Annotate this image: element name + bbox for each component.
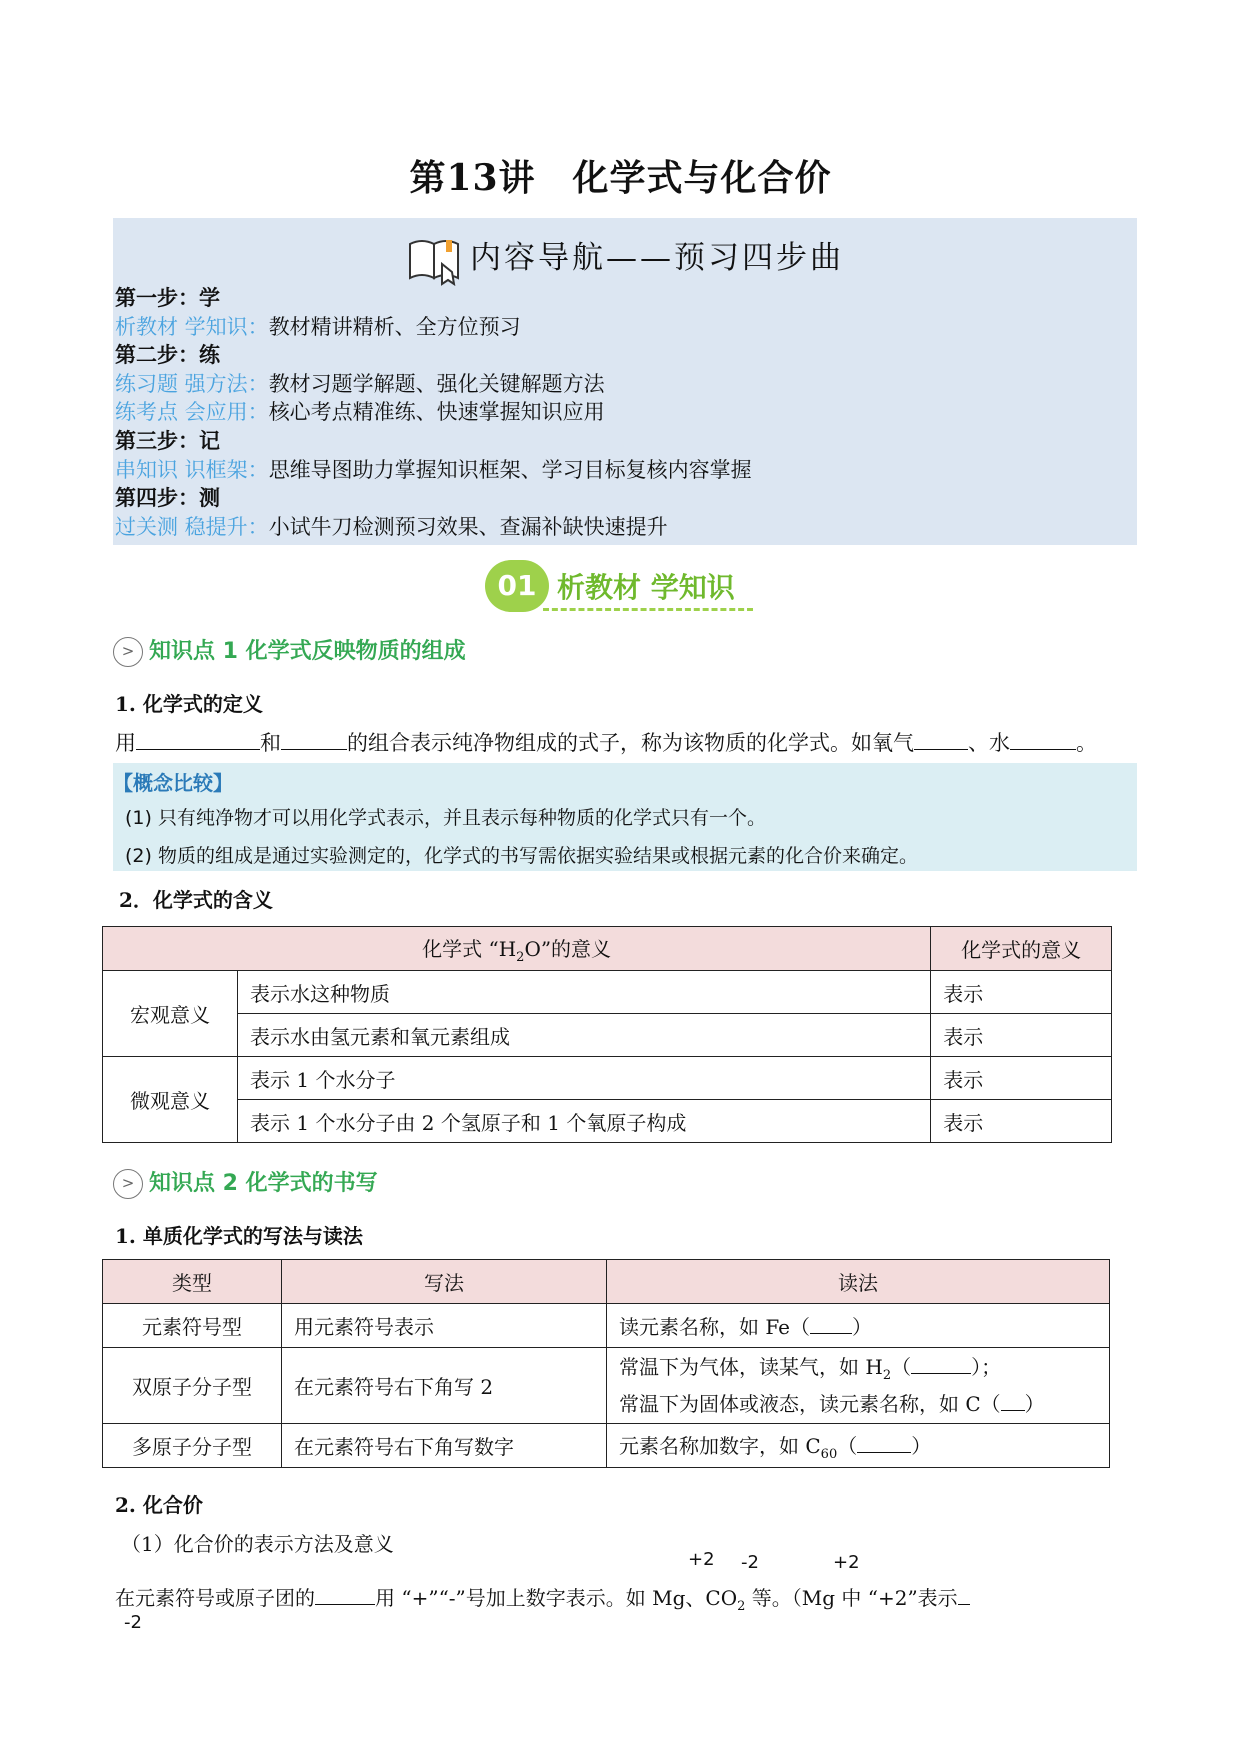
definition-paragraph: [115, 727, 1097, 757]
nav-item: [115, 513, 752, 542]
def-text: 、水: [968, 731, 1010, 755]
nav-lines: [115, 284, 752, 541]
badge-number: 01: [485, 560, 549, 612]
nav-item-text: 教材精讲精析、全方位预习: [268, 314, 521, 339]
chevron-circle-icon: >: [113, 637, 143, 667]
section-heading: 2．化学式的含义: [119, 888, 273, 912]
valence-mark: +2: [833, 1552, 860, 1573]
table-cell: 表示 1 个水分子: [238, 1057, 931, 1100]
table-cell: 表示水由氢元素和氧元素组成: [238, 1014, 931, 1057]
content-nav-box: [113, 218, 1137, 545]
def-text: 。: [1076, 731, 1097, 755]
knowledge-point-1: [113, 634, 466, 667]
cell-sub: 60: [820, 1446, 838, 1462]
nav-item: [115, 456, 752, 485]
table-cell: [607, 1348, 1110, 1424]
cell-text: 常温下为固体或液态，读元素名称，如 C（: [619, 1392, 1001, 1416]
nav-item: [115, 313, 752, 342]
blank-field[interactable]: [1001, 1392, 1025, 1411]
blank-field[interactable]: [136, 731, 260, 750]
def-text: 用: [115, 731, 136, 755]
badge-underline: [543, 608, 753, 611]
table-cell: 双原子分子型: [103, 1348, 282, 1424]
section-heading: 2. 化合价: [115, 1493, 203, 1517]
def-text: 的组合表示纯净物组成的式子，称为该物质的化学式。如氧气: [347, 731, 914, 755]
page-title: 第13讲 化学式与化合价: [409, 157, 832, 199]
blank-field[interactable]: [315, 1586, 375, 1605]
cell-text: ）；: [971, 1355, 1002, 1379]
nav-item-text: 核心考点精准练、快速掌握知识应用: [268, 400, 605, 425]
cell-text: ）: [911, 1433, 932, 1458]
table-cell: [607, 1424, 1110, 1468]
blank-field[interactable]: [914, 731, 968, 750]
nav-step-3: 第三步：记: [115, 428, 220, 453]
valence-sub: 2: [737, 1599, 746, 1614]
knowledge-point-2: [113, 1166, 378, 1199]
nav-heading: 内容导航——预习四步曲: [470, 240, 844, 276]
cell-line: [619, 1353, 1097, 1390]
valence-text: 在元素符号或原子团的: [115, 1586, 315, 1610]
nav-item-label: 串知识 识框架：: [115, 457, 269, 482]
valence-paragraph: [115, 1582, 970, 1614]
cell-text: ）: [1024, 1392, 1045, 1416]
compare-line-1: (1) 只有纯净物才可以用化学式表示，并且表示每种物质的化学式只有一个。: [125, 807, 766, 829]
cell-text: （: [837, 1433, 858, 1458]
nav-item: [115, 370, 752, 399]
table-cell: 元素符号型: [103, 1304, 282, 1348]
concept-compare-box: [113, 763, 1137, 871]
nav-heading-row: [113, 232, 1137, 286]
table2-header: 读法: [607, 1260, 1110, 1304]
table-cell: 表示水这种物质: [238, 971, 931, 1014]
cell-sub: 2: [882, 1368, 892, 1383]
nav-item-label: 练考点 会应用：: [115, 400, 269, 425]
cell-text: （: [891, 1355, 912, 1379]
compare-heading: 【概念比较】: [113, 771, 233, 795]
table-cell: 在元素符号右下角写数字: [282, 1424, 607, 1468]
cell-text: 常温下为气体，读某气，如 H: [619, 1355, 883, 1379]
table-cell: 表示: [931, 971, 1112, 1014]
valence-text: 用 “+”“-”号加上数字表示。如 Mg、CO: [375, 1586, 738, 1610]
table1-header-left: [103, 927, 931, 971]
table-cell: 用元素符号表示: [282, 1304, 607, 1348]
kp2-title: 知识点 2 化学式的书写: [149, 1171, 378, 1196]
table-cell: 表示: [931, 1100, 1112, 1143]
section-heading: 1. 单质化学式的写法与读法: [115, 1224, 363, 1248]
nav-item-label: 过关测 稳提升：: [115, 514, 269, 539]
cell-text: ）: [851, 1315, 872, 1339]
valence-mark: -2: [124, 1612, 142, 1633]
nav-item-label: 析教材 学知识：: [115, 314, 269, 339]
table2-header: 写法: [282, 1260, 607, 1304]
cell-text: 读元素名称，如 Fe（: [619, 1315, 810, 1339]
nav-item-text: 小试牛刀检测预习效果、查漏补缺快速提升: [268, 514, 668, 539]
nav-step-4: 第四步：测: [115, 486, 220, 511]
valence-text: 等。（Mg 中 “+2”表示: [745, 1586, 958, 1610]
table2-header: 类型: [103, 1260, 282, 1304]
table-cell: [607, 1304, 1110, 1348]
nav-item-text: 思维导图助力掌握知识框架、学习目标复核内容掌握: [268, 457, 752, 482]
nav-item-label: 练习题 强方法：: [115, 371, 269, 396]
blank-field[interactable]: [958, 1586, 970, 1605]
chevron-circle-icon: >: [113, 1169, 143, 1199]
badge-text: 析教材 学知识: [557, 571, 735, 604]
nav-step-1: 第一步：学: [115, 286, 220, 310]
table-cell: 多原子分子型: [103, 1424, 282, 1468]
table1-header-right: 化学式的意义: [931, 927, 1112, 971]
macro-cell: 宏观意义: [103, 971, 238, 1057]
header-text: 化学式 “H: [422, 936, 517, 961]
header-sub: 2: [516, 949, 525, 965]
kp1-title: 知识点 1 化学式反映物质的组成: [149, 639, 466, 664]
nav-item: [115, 398, 752, 427]
table-cell: 表示 1 个水分子由 2 个氢原子和 1 个氧原子构成: [238, 1100, 931, 1143]
blank-field[interactable]: [281, 731, 347, 750]
blank-field[interactable]: [857, 1434, 911, 1453]
micro-cell: 微观意义: [103, 1057, 238, 1143]
valence-mark: -2: [741, 1552, 759, 1573]
blank-field[interactable]: [810, 1315, 852, 1334]
section-badge: [485, 558, 765, 618]
table-cell: 表示: [931, 1014, 1112, 1057]
book-pointer-icon: [406, 234, 466, 286]
blank-field[interactable]: [1010, 731, 1076, 750]
blank-field[interactable]: [911, 1355, 971, 1374]
header-text: O”的意义: [524, 936, 612, 961]
nav-item-text: 教材习题学解题、强化关键解题方法: [268, 371, 605, 396]
nav-step-2: 第二步：练: [115, 343, 220, 368]
cell-line: [619, 1390, 1097, 1418]
element-formula-table: [102, 1259, 1110, 1468]
table-cell: 在元素符号右下角写 2: [282, 1348, 607, 1424]
valence-mark: +2: [688, 1549, 715, 1570]
section-heading: 1. 化学式的定义: [115, 692, 263, 716]
sub-heading: （1）化合价的表示方法及意义: [121, 1532, 394, 1556]
def-text: 和: [260, 731, 281, 755]
table-cell: 表示: [931, 1057, 1112, 1100]
compare-line-2: (2) 物质的组成是通过实验测定的，化学式的书写需依据实验结果或根据元素的化合价来确定。: [125, 845, 918, 867]
cell-text: 元素名称加数字，如 C: [619, 1433, 821, 1458]
formula-meaning-table: [102, 926, 1112, 1143]
